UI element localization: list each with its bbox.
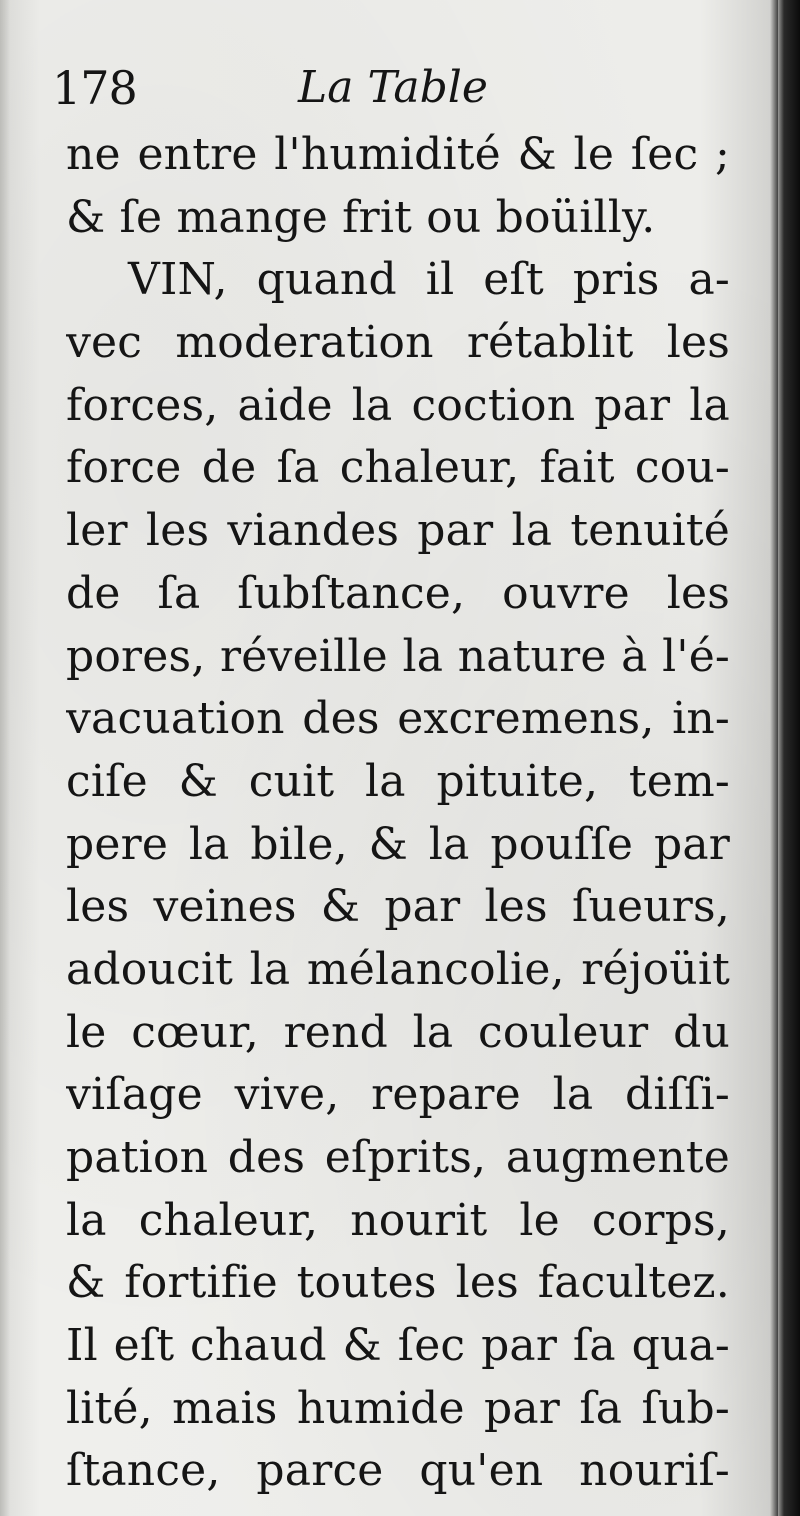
text-line: VIN, quand il eſt pris a- xyxy=(128,254,730,306)
page-number: 178 xyxy=(52,61,137,115)
text-line: vec moderation rétablit les xyxy=(66,317,730,369)
text-line: Il eſt chaud & ſec par ſa qua- xyxy=(66,1320,730,1372)
text-line: ſtance, parce qu'en nouriſ- xyxy=(66,1445,730,1497)
text-line: de ſa ſubſtance, ouvre les xyxy=(66,567,730,619)
page-left-shadow xyxy=(0,0,10,1516)
text-line: le cœur, rend la couleur du xyxy=(66,1006,730,1058)
body-text xyxy=(66,124,730,1503)
text-line: & ſe mange frit ou boüilly. xyxy=(66,191,656,243)
text-line: & fortifie toutes les facultez. xyxy=(66,1257,730,1309)
text-line: pores, réveille la nature à l'é- xyxy=(66,630,730,682)
text-line: adoucit la mélancolie, réjoüit xyxy=(66,943,730,995)
text-line: lité, mais humide par ſa ſub- xyxy=(66,1382,730,1434)
text-line: ne entre l'humidité & le ſec ; xyxy=(66,129,730,180)
text-line: forces, aide la coction par la xyxy=(66,379,730,431)
text-line: pere la bile, & la pouſſe par xyxy=(66,818,730,870)
text-line: viſage vive, repare la diſſi- xyxy=(66,1069,730,1121)
text-line: la chaleur, nourit le corps, xyxy=(66,1194,730,1246)
page-gutter-shadow xyxy=(778,0,800,1516)
page-heading: La Table xyxy=(298,62,488,113)
text-line: les veines & par les ſueurs, xyxy=(66,881,730,933)
running-head xyxy=(52,58,742,118)
text-line: vacuation des excremens, in- xyxy=(66,693,730,745)
text-line: force de ſa chaleur, fait cou- xyxy=(66,442,730,494)
text-line: ler les viandes par la tenuité xyxy=(66,505,730,557)
text-line: pation des eſprits, augmente xyxy=(66,1132,730,1183)
text-line: ciſe & cuit la pituite, tem- xyxy=(66,755,730,807)
